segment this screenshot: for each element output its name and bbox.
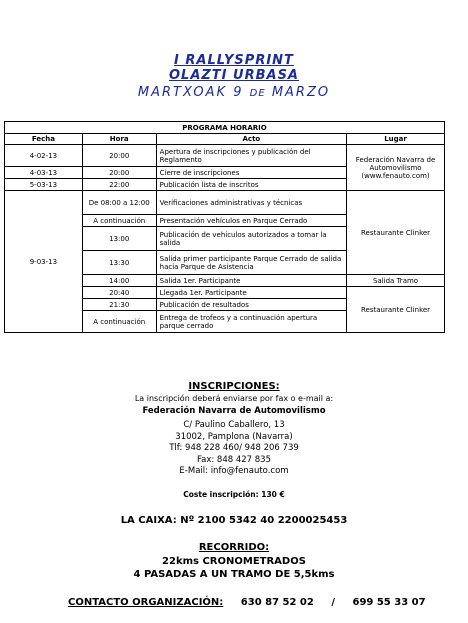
programa-horario-table [4,121,445,333]
recorrido-line2: 4 PASADAS A UN TRAMO DE 5,5kms [133,569,335,580]
cell-acto: Llegada 1er. Participante [156,287,346,299]
table-caption: PROGRAMA HORARIO [5,122,445,134]
cell-hora: A continuación [82,311,156,333]
cell-hora: 20:40 [82,287,156,299]
inscripciones-intro: La inscripción deberá enviarse por fax o e-mail a: [134,394,334,403]
inscripciones-heading: INSCRIPCIONES: [188,381,280,392]
event-title-line1: I RALLYSPRINT [174,53,294,68]
cell-hora: 21:30 [82,299,156,311]
address-city: 31002, Pamplona (Navarra) [175,432,293,442]
recorrido-line1: 22kms CRONOMETRADOS [162,556,306,567]
cell-acto: Publicación de resultados [156,299,346,311]
cell-hora: A continuación [82,215,156,227]
event-date-main: MARTXOAK 9 [137,85,244,100]
cell-lugar-clinker-2: Restaurante Clinker [347,287,445,333]
contacto-label: CONTACTO ORGANIZACIÓN: [68,597,224,608]
col-header-fecha: Fecha [5,134,83,145]
table-row [5,191,445,215]
cell-hora: 22:00 [82,179,156,191]
event-date-month: MARZO [271,85,331,100]
recorrido-heading: RECORRIDO: [198,542,270,553]
cell-acto: Salida primer participante Parque Cerrado de salida hacia Parque de Asistencia [156,251,346,275]
coste-inscripcion: Coste inscripción: 130 € [183,490,285,499]
cell-hora: 20:00 [82,167,156,179]
cell-acto: Apertura de inscripciones y publicación del Reglamento [156,145,346,167]
cell-hora: 13:30 [82,251,156,275]
cell-acto: Cierre de inscripciones [156,167,346,179]
address-street: C/ Paulino Caballero, 13 [183,420,285,430]
contacto-phone-1: 630 87 52 02 [240,597,314,608]
cell-hora: 13:00 [82,227,156,251]
event-date [0,85,468,100]
cell-lugar-tramo: Salida Tramo [347,275,445,287]
table-header-row [5,134,445,145]
cell-lugar-federacion: Federación Navarra de Automovilismo (www.fenauto.com) [347,145,445,191]
cell-fecha: 4-03-13 [5,167,83,179]
bank-account: LA CAIXA: Nº 2100 5342 40 2200025453 [120,515,348,526]
cell-fecha: 4-02-13 [5,145,83,167]
col-header-lugar: Lugar [347,134,445,145]
event-title-line2: OLAZTI URBASA [168,68,299,83]
cell-acto: Publicación de vehículos autorizados a tomar la salida [156,227,346,251]
federacion-name: Federación Navarra de Automovilismo [142,406,326,416]
col-header-hora: Hora [82,134,156,145]
cell-fecha: 5-03-13 [5,179,83,191]
contacto-organizacion [68,597,440,608]
fax-number: Fax: 848 427 835 [197,455,271,465]
cell-acto: Salida 1er. Participante [156,275,346,287]
cell-hora: 20:00 [82,145,156,167]
cell-hora: De 08:00 a 12:00 [82,191,156,215]
col-header-acto: Acto [156,134,346,145]
contacto-phone-2: 699 55 33 07 [352,597,426,608]
cell-acto: Verificaciones administrativas y técnicas [156,191,346,215]
event-date-connector: DE [249,88,266,99]
cell-acto: Presentación vehículos en Parque Cerrado [156,215,346,227]
table-row [5,145,445,167]
phone-numbers: Tlf: 948 228 460/ 948 206 739 [169,443,299,453]
cell-hora: 14:00 [82,275,156,287]
cell-fecha: 9-03-13 [5,191,83,333]
cell-acto: Publicación lista de inscritos [156,179,346,191]
contacto-separator: / [331,597,335,608]
cell-lugar-clinker: Restaurante Clinker [347,191,445,275]
cell-acto: Entrega de trofeos y a continuación apertura parque cerrado [156,311,346,333]
email-address: E-Mail: info@fenauto.com [179,466,289,476]
